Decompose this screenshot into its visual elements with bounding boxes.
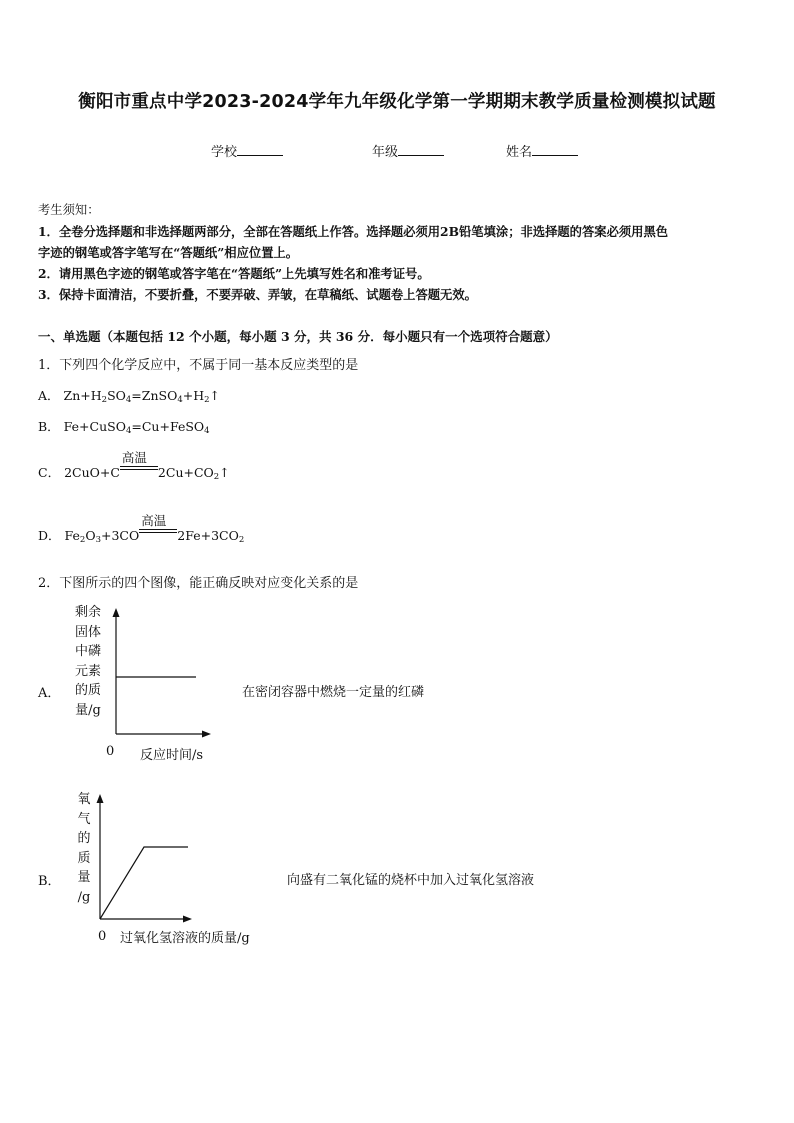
- q1-option-b[interactable]: [38, 417, 210, 436]
- q1-option-d[interactable]: [38, 513, 245, 545]
- name-blank[interactable]: [532, 144, 578, 156]
- school-field: [211, 141, 283, 160]
- q1-option-a[interactable]: [38, 386, 220, 405]
- grade-blank[interactable]: [398, 144, 444, 156]
- notice-item-1: 1．全卷分选择题和非选择题两部分，全部在答题纸上作答。选择题必须用2B铅笔填涂；非选择题的答案必须用黑色: [38, 224, 669, 239]
- notice-block: [38, 200, 758, 305]
- name-field: [506, 141, 578, 160]
- school-blank[interactable]: [237, 144, 283, 156]
- option-b-label: B．: [38, 419, 60, 434]
- graph-b-origin: 0: [98, 929, 107, 944]
- graph-b-xlabel: 过氧化氢溶液的质量/g: [120, 931, 250, 946]
- school-label: 学校: [211, 145, 238, 160]
- exam-title: 衡阳市重点中学2023-2024学年九年级化学第一学期期末教学质量检测模拟试题: [78, 92, 716, 112]
- graph-a-xlabel: 反应时间/s: [140, 748, 204, 763]
- graph-a-plot: [100, 600, 220, 740]
- option-d-equation: $Fe_2O_3+3CO$ 高温 $2Fe+3CO_2$: [64, 513, 245, 545]
- notice-item-1-cont: 字迹的钢笔或答字笔写在“答题纸”相应位置上。: [38, 245, 299, 260]
- question-1-stem: 1．下列四个化学反应中，不属于同一基本反应类型的是: [38, 358, 359, 373]
- option-a-label: A．: [38, 388, 60, 403]
- grade-field: [372, 141, 444, 160]
- notice-item-2: 2．请用黑色字迹的钢笔或答字笔在“答题纸”上先填写姓名和准考证号。: [38, 266, 430, 281]
- question-2-stem: 2．下图所示的四个图像，能正确反映对应变化关系的是: [38, 576, 359, 591]
- graph-b-x-arrow: [183, 916, 192, 923]
- graph-b-ylabel: 氧 气 的 质 量 /g: [77, 792, 91, 905]
- q1-option-c[interactable]: [38, 450, 230, 482]
- q2-option-a-label[interactable]: A．: [38, 686, 61, 701]
- q2-option-b-label[interactable]: B．: [38, 874, 61, 889]
- graph-a-y-arrow: [113, 608, 120, 617]
- high-temp-condition: 高温: [120, 463, 158, 477]
- graph-a-x-arrow: [202, 731, 211, 738]
- graph-b-description: 向盛有二氧化锰的烧杯中加入过氧化氢溶液: [287, 873, 535, 888]
- graph-b-y-arrow: [97, 794, 104, 803]
- option-a-equation: $Zn+H_2SO_4=ZnSO_4+H_2↑$: [63, 388, 221, 405]
- option-c-label: C．: [38, 465, 61, 480]
- graph-a-origin: 0: [106, 744, 115, 759]
- graph-b-curve: [100, 847, 188, 919]
- option-d-label: D．: [38, 528, 61, 543]
- graph-a-ylabel: 剩余 固体 中磷 元素 的质 量/g: [74, 605, 101, 718]
- section-heading: 一、单选题（本题包括 12 个小题，每小题 3 分，共 36 分．每小题只有一个选项符合题意）: [38, 329, 558, 344]
- graph-a-description: 在密闭容器中燃烧一定量的红磷: [242, 685, 425, 700]
- option-c-equation: 2CuO+C 高温 $2Cu+CO_2↑$: [64, 450, 230, 482]
- notice-item-3: 3．保持卡面清洁，不要折叠，不要弄破、弄皱，在草稿纸、试题卷上答题无效。: [38, 287, 477, 302]
- grade-label: 年级: [372, 145, 399, 160]
- name-label: 姓名: [506, 145, 533, 160]
- graph-b-plot: [90, 790, 200, 930]
- option-b-equation: Fe+CuSO$_4$=Cu+FeSO$_4$: [63, 419, 210, 436]
- high-temp-condition: 高温: [139, 526, 177, 540]
- notice-head: 考生须知：: [38, 203, 100, 217]
